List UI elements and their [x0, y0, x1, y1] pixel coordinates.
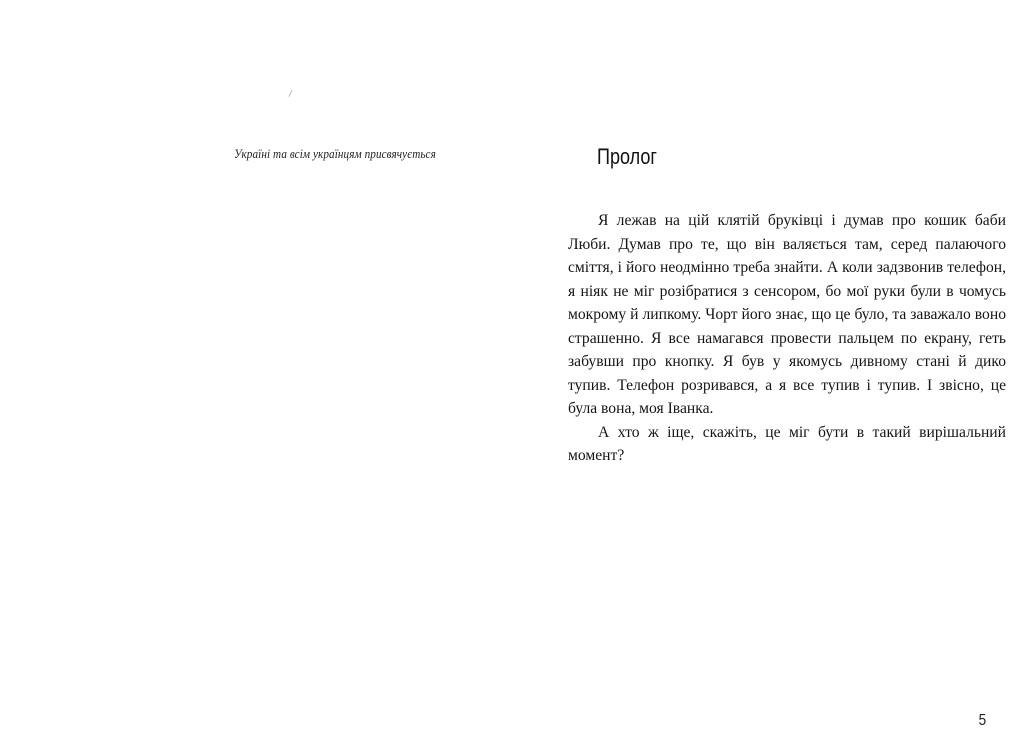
chapter-title: Пролог — [597, 144, 657, 169]
paragraph-1: Я лежав на цій клятій бруківці і думав про кошик баби Люби. Думав про те, що він валяється там, серед палаючого сміття, і його неодмінно треба знайти. А коли задзвонив телефон, я ніяк не міг розібратися з сенсором, бо мої руки були в чомусь мокрому й липкому. Чорт його знає, що це було, та заважало воно страшенно. Я все намагався провести пальцем по екрану, геть забувши про кнопку. Я був у якомусь дивному стані й дико тупив. Телефон розривався, а я все тупив і тупив. І звісно, це була вона, моя Іванка. — [568, 212, 1006, 417]
stray-mark — [289, 90, 293, 97]
right-page — [512, 0, 1024, 745]
chapter-body — [568, 209, 1006, 468]
page-number: 5 — [978, 712, 987, 729]
paragraph-2: А хто ж іще, скажіть, це міг бути в такий вирішальний момент? — [568, 423, 1006, 464]
dedication-text: Україні та всім українцям присвячується — [234, 146, 436, 161]
